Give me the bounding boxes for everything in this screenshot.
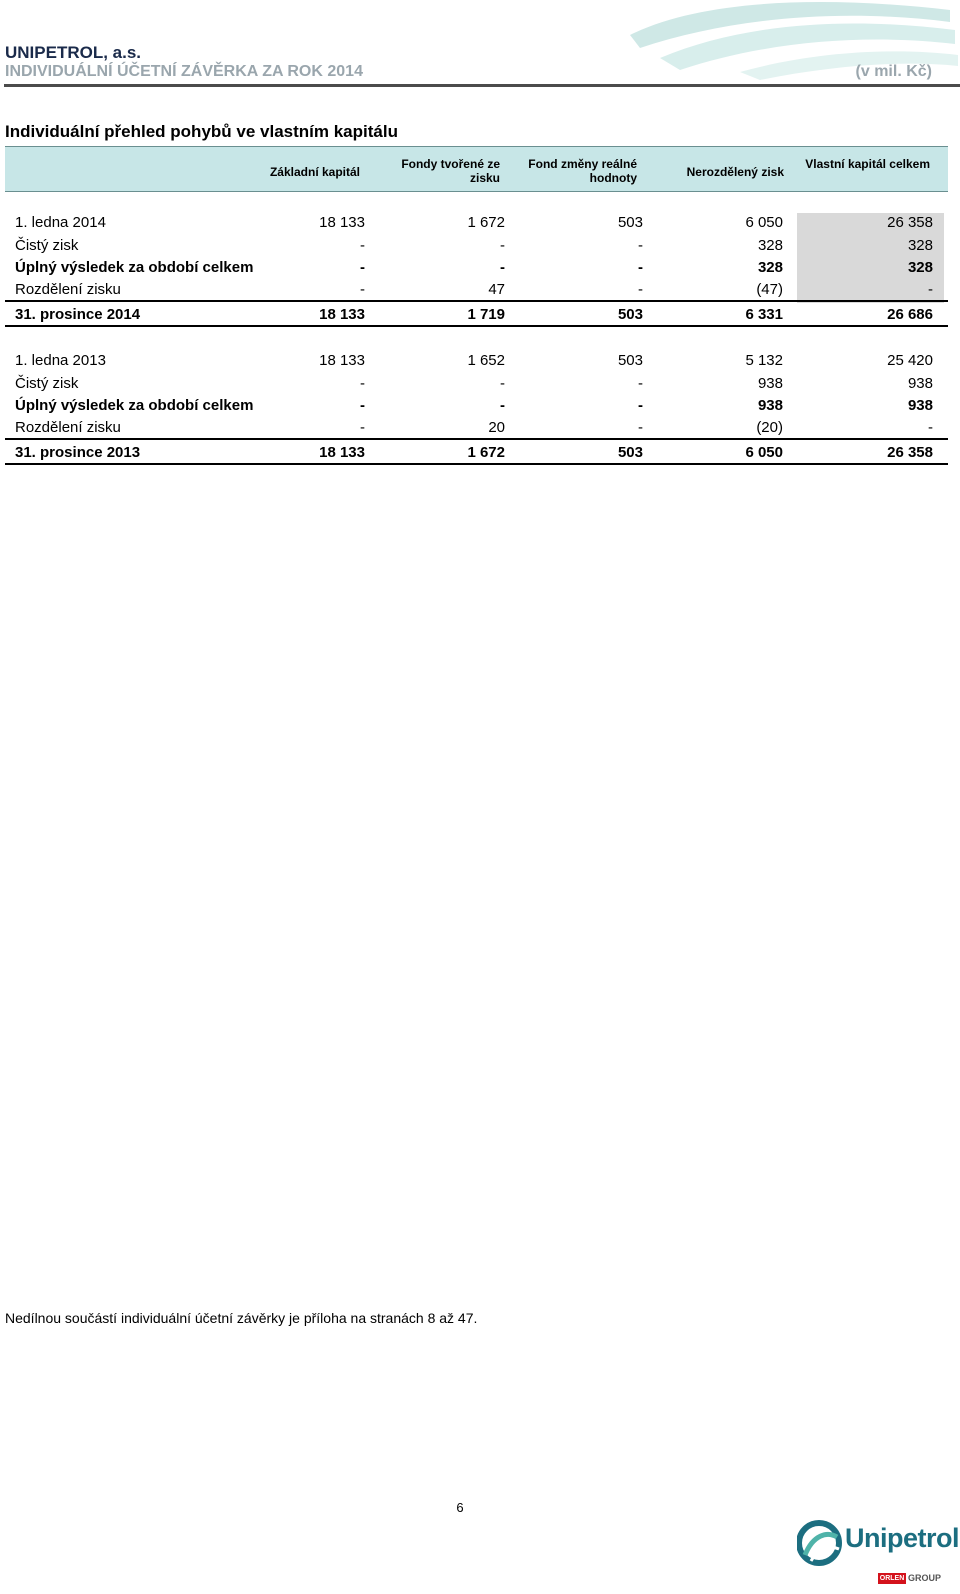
column-header-total-equity: Vlastní kapitál celkem	[805, 157, 930, 171]
table-row	[5, 211, 948, 233]
cell-total-equity: 328	[907, 237, 933, 254]
row-label: 31. prosince 2013	[15, 444, 141, 461]
cell-profit-funds: -	[500, 397, 505, 414]
cell-retained-earnings: (20)	[756, 419, 783, 436]
row-label: 1. ledna 2013	[15, 352, 106, 369]
cell-retained-earnings: 328	[757, 237, 783, 254]
cell-retained-earnings: 5 132	[745, 352, 783, 369]
cell-retained-earnings: 938	[757, 375, 783, 392]
cell-total-equity: -	[928, 419, 933, 436]
cell-retained-earnings: (47)	[756, 281, 783, 298]
cell-share-capital: -	[360, 237, 365, 254]
table-row	[5, 372, 948, 394]
table-row	[5, 394, 948, 416]
row-label: Úplný výsledek za období celkem	[15, 259, 254, 276]
cell-retained-earnings: 6 331	[745, 306, 783, 323]
cell-fair-value-fund: 503	[617, 444, 643, 461]
logo-group-text: GROUP	[908, 1573, 942, 1583]
cell-share-capital: 18 133	[319, 306, 365, 323]
cell-share-capital: 18 133	[319, 444, 365, 461]
cell-fair-value-fund: -	[638, 259, 643, 276]
table-row-total	[5, 303, 948, 325]
cell-fair-value-fund: -	[638, 237, 643, 254]
row-label: 1. ledna 2014	[15, 214, 106, 231]
row-divider	[5, 300, 948, 302]
cell-total-equity: 938	[907, 397, 933, 414]
cell-total-equity: 938	[907, 375, 933, 392]
table-row	[5, 278, 948, 300]
cell-profit-funds: 1 652	[467, 352, 505, 369]
cell-fair-value-fund: -	[638, 419, 643, 436]
currency-unit: (v mil. Kč)	[855, 63, 932, 80]
cell-fair-value-fund: 503	[617, 306, 643, 323]
table-row	[5, 349, 948, 371]
cell-share-capital: -	[360, 397, 365, 414]
cell-profit-funds: 1 672	[467, 214, 505, 231]
report-subtitle: INDIVIDUÁLNÍ ÚČETNÍ ZÁVĚRKA ZA ROK 2014	[5, 63, 363, 80]
table-row	[5, 256, 948, 278]
cell-total-equity: -	[928, 281, 933, 298]
cell-share-capital: 18 133	[319, 352, 365, 369]
row-divider	[5, 438, 948, 440]
cell-profit-funds: 1 719	[467, 306, 505, 323]
cell-profit-funds: 47	[488, 281, 505, 298]
cell-total-equity: 26 358	[887, 444, 933, 461]
cell-retained-earnings: 328	[757, 259, 783, 276]
column-header-share-capital: Základní kapitál	[269, 165, 360, 179]
cell-share-capital: -	[360, 259, 365, 276]
table-row	[5, 234, 948, 256]
column-header-retained-earnings: Nerozdělený zisk	[686, 165, 784, 179]
cell-retained-earnings: 6 050	[745, 444, 783, 461]
cell-fair-value-fund: 503	[617, 352, 643, 369]
logo-orlen-badge: ORLEN	[879, 1575, 905, 1582]
cell-fair-value-fund: 503	[617, 214, 643, 231]
cell-fair-value-fund: -	[638, 281, 643, 298]
cell-profit-funds: -	[500, 237, 505, 254]
table-row-total	[5, 441, 948, 463]
cell-share-capital: -	[360, 375, 365, 392]
cell-share-capital: -	[360, 419, 365, 436]
cell-fair-value-fund: -	[638, 397, 643, 414]
row-divider	[5, 325, 948, 327]
cell-retained-earnings: 6 050	[745, 214, 783, 231]
table-row	[5, 416, 948, 438]
logo-wordmark: Unipetrol	[845, 1523, 959, 1553]
cell-total-equity: 26 358	[887, 214, 933, 231]
cell-retained-earnings: 938	[757, 397, 783, 414]
cell-profit-funds: -	[500, 259, 505, 276]
cell-total-equity: 25 420	[887, 352, 933, 369]
cell-share-capital: -	[360, 281, 365, 298]
row-divider	[5, 463, 948, 465]
row-label: Úplný výsledek za období celkem	[15, 397, 254, 414]
cell-profit-funds: -	[500, 375, 505, 392]
section-title: Individuální přehled pohybů ve vlastním kapitálu	[5, 122, 398, 141]
column-header-profit-funds: Fondy tvořené ze zisku	[401, 157, 500, 185]
cell-share-capital: 18 133	[319, 214, 365, 231]
column-header-fair-value-fund: Fond změny reálné hodnoty	[528, 157, 637, 185]
cell-total-equity: 328	[907, 259, 933, 276]
cell-profit-funds: 20	[488, 419, 505, 436]
row-label: 31. prosince 2014	[15, 306, 141, 323]
company-name: UNIPETROL, a.s.	[5, 43, 142, 62]
cell-fair-value-fund: -	[638, 375, 643, 392]
row-label: Čistý zisk	[15, 237, 79, 254]
row-label: Rozdělení zisku	[15, 419, 121, 436]
cell-total-equity: 26 686	[887, 306, 933, 323]
cell-profit-funds: 1 672	[467, 444, 505, 461]
row-label: Čistý zisk	[15, 375, 79, 392]
page-number: 6	[456, 1500, 464, 1515]
header-divider	[4, 84, 960, 87]
footnote: Nedílnou součástí individuální účetní závěrky je příloha na stranách 8 až 47.	[5, 1310, 478, 1326]
row-label: Rozdělení zisku	[15, 281, 121, 298]
